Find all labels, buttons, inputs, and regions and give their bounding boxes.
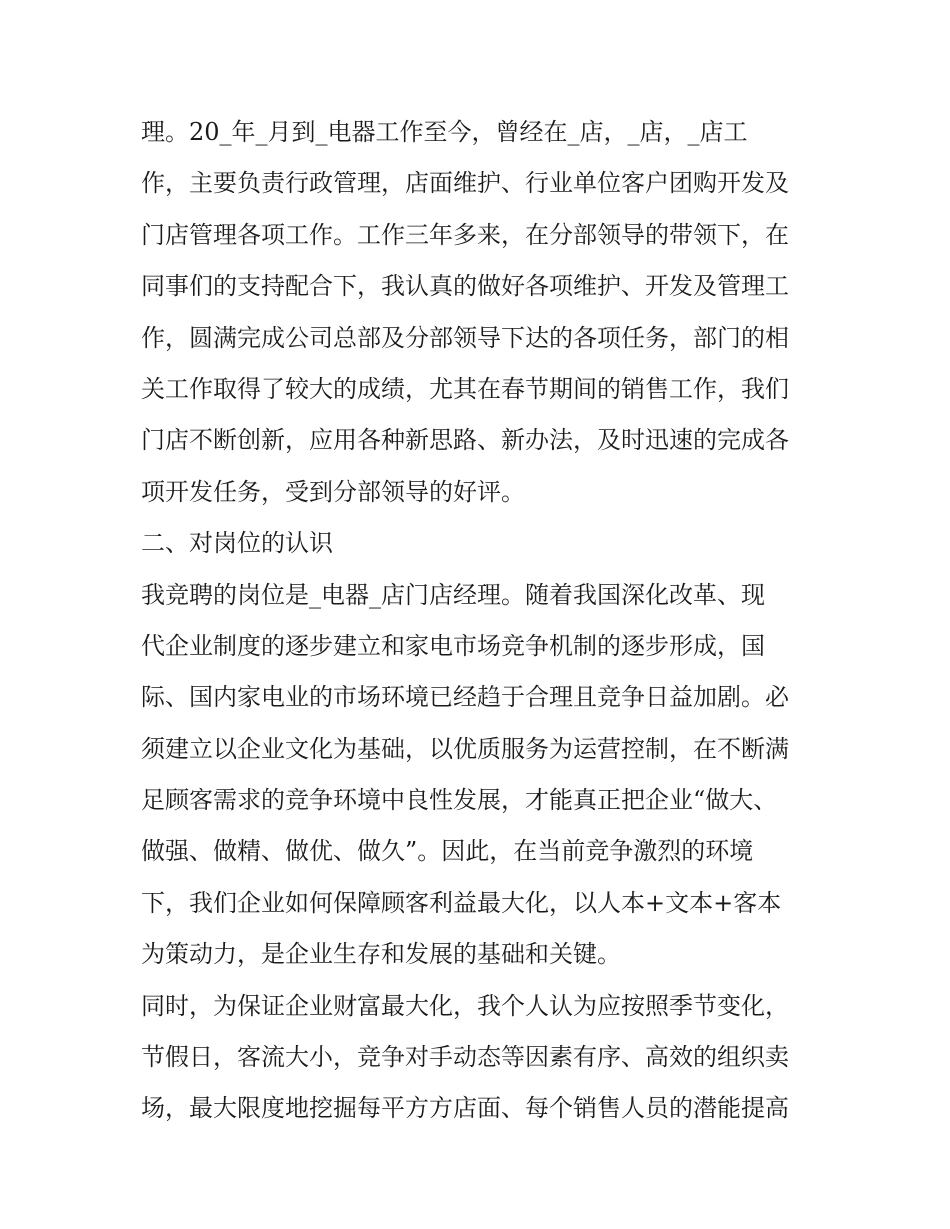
text-line: 门店管理各项工作。工作三年多来，在分部领导的带领下，在: [141, 220, 789, 249]
text-line: 场，最大限度地挖掘每平方方店面、每个销售人员的潜能提高: [141, 1094, 789, 1123]
body-text: [141, 107, 821, 1135]
text-line: 我竞聘的岗位是_电器_店门店经理。随着我国深化改革、现: [141, 580, 765, 609]
text-line: 门店不断创新，应用各种新思路、新办法，及时迅速的完成各: [141, 426, 789, 455]
text-line: 下，我们企业如何保障顾客利益最大化，以人本+文本+客本: [141, 888, 782, 917]
text-line: 足顾客需求的竞争环境中良性发展，才能真正把企业“做大、: [141, 786, 778, 815]
text-line: 理。20_年_月到_电器工作至今，曾经在_店，_店，_店工: [141, 118, 748, 146]
text-line: 关工作取得了较大的成绩，尤其在春节期间的销售工作，我们: [141, 374, 789, 403]
section-heading: 二、对岗位的认识: [141, 529, 333, 558]
text-line: 同时，为保证企业财富最大化，我个人认为应按照季节变化，: [141, 991, 789, 1020]
text-line: 项开发任务，受到分部领导的好评。: [141, 477, 525, 506]
text-line: 同事们的支持配合下，我认真的做好各项维护、开发及管理工: [141, 272, 789, 301]
text-line: 为策动力，是企业生存和发展的基础和关键。: [141, 940, 621, 969]
text-line: 作，圆满完成公司总部及分部领导下达的各项任务，部门的相: [141, 323, 789, 352]
text-line: 须建立以企业文化为基础，以优质服务为运营控制，在不断满: [141, 734, 789, 763]
text-line: 做强、做精、做优、做久”。因此，在当前竞争激烈的环境: [141, 837, 754, 866]
text-line: 际、国内家电业的市场环境已经趋于合理且竞争日益加剧。必: [141, 683, 789, 712]
text-line: 代企业制度的逐步建立和家电市场竞争机制的逐步形成，国: [141, 631, 765, 660]
text-line: 作，主要负责行政管理，店面维护、行业单位客户团购开发及: [141, 169, 789, 198]
text-line: 节假日，客流大小，竞争对手动态等因素有序、高效的组织卖: [141, 1043, 789, 1072]
